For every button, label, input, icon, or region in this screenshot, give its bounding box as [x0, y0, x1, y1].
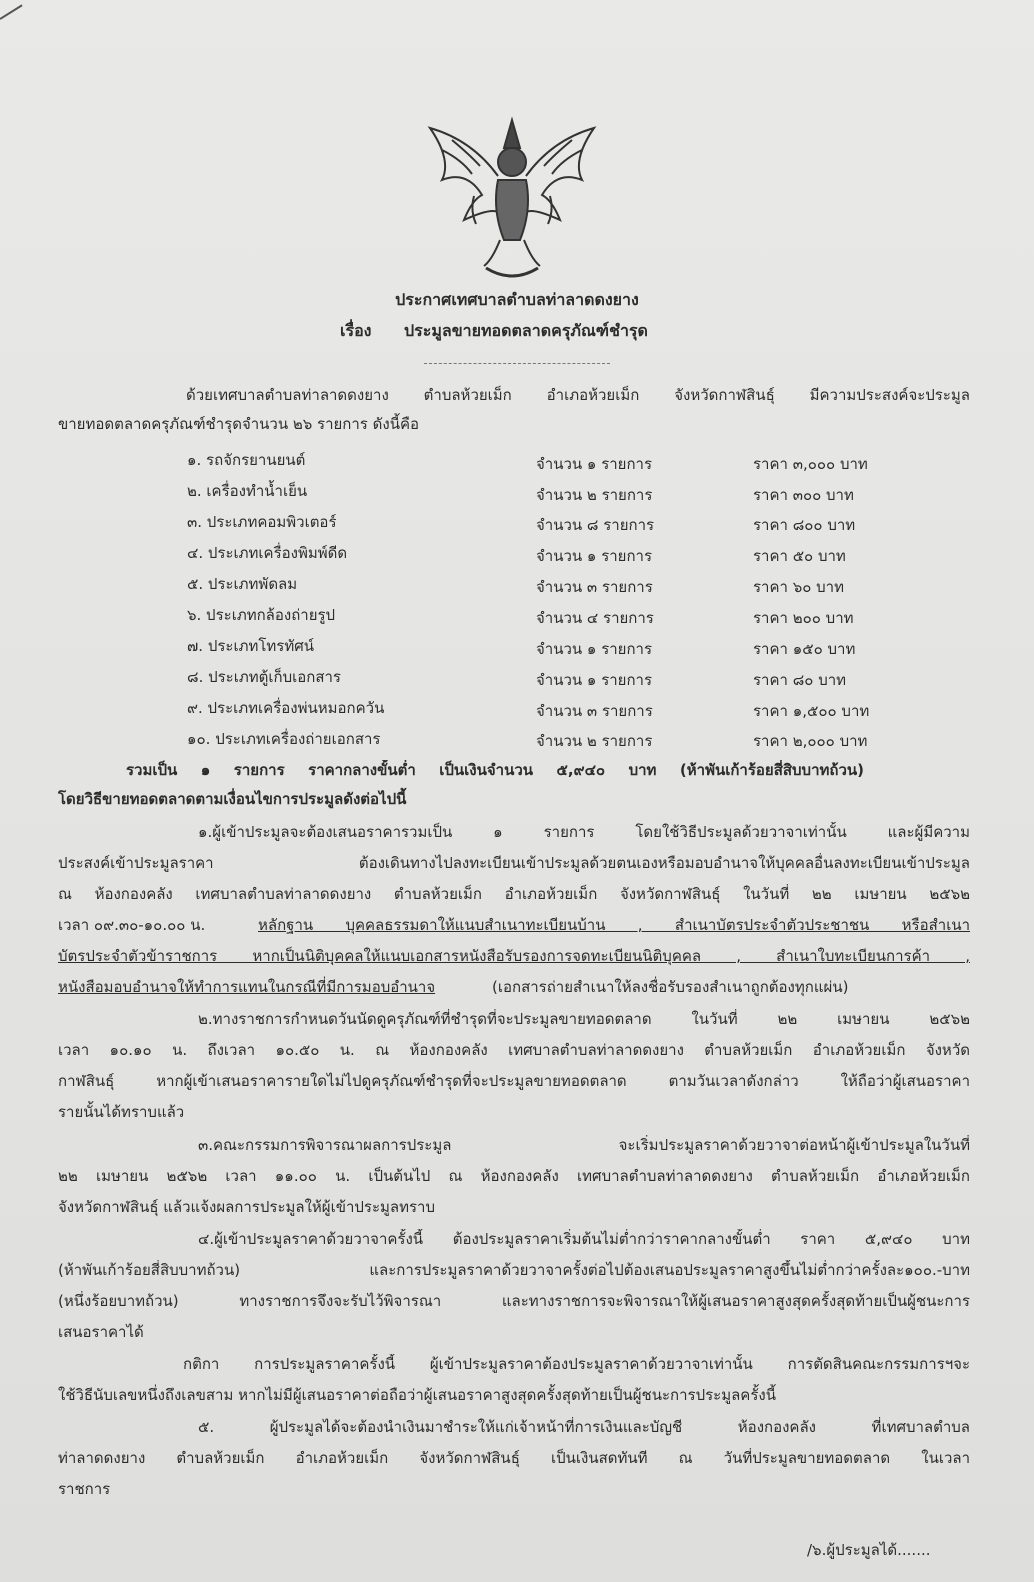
subject-text: ประมูลขายทอดตลาดครุภัณฑ์ชำรุด — [404, 321, 648, 340]
clause-line-underlined: บัตรประจำตัวข้าราชการ หากเป็นนิติบุคคลให้แนบเอกสารหนังสือรับรองการจดทะเบียนนิติบุคคล , สำเนาใบทะเบียนการค้า , — [58, 947, 970, 965]
clause-line: ๒๒ เมษายน ๒๕๖๒ เวลา ๑๑.๐๐ น. เป็นต้นไป ณ ห้องกองคลัง เทศบาลตำบลท่าลาดดงยาง ตำบลห้วยเม็ก อำเภอห้วยเม็ก — [58, 1167, 970, 1185]
item-price: ราคา ๖๐ บาท — [753, 578, 844, 596]
clause-line: ท่าลาดดงยาง ตำบลห้วยเม็ก อำเภอห้วยเม็ก จังหวัดกาฬสินธุ์ เป็นเงินสดทันที ณ วันที่ประมูลขายทอดตลาด ในเวลา — [58, 1449, 970, 1467]
rule-line: กติกา การประมูลราคาครั้งนี้ ผู้เข้าประมูลราคาต้องประมูลราคาด้วยวาจาเท่านั้น การตัดสินคณะกรรมการฯจะ — [183, 1355, 970, 1373]
item-price: ราคา ๓,๐๐๐ บาท — [753, 455, 868, 473]
item-quantity: จำนวน ๑ รายการ — [536, 547, 653, 565]
clause-line: ๕. ผู้ประมูลได้จะต้องนำเงินมาชำระให้แก่เจ้าหน้าที่การเงินและบัญชี ห้องกองคลัง ที่เทศบาลตำบล — [198, 1418, 970, 1436]
item-price: ราคา ๒,๐๐๐ บาท — [753, 732, 868, 750]
garuda-emblem-icon — [412, 100, 612, 286]
clause-line-underlined: หลักฐาน บุคคลธรรมดาให้แนบสำเนาทะเบียนบ้าน , สำเนาบัตรประจำตัวประชาชน หรือสำเนา — [258, 916, 970, 934]
subject-label: เรื่อง — [340, 321, 372, 340]
clause-line: ณ ห้องกองคลัง เทศบาลตำบลท่าลาดดงยาง ตำบลห้วยเม็ก อำเภอห้วยเม็ก จังหวัดกาฬสินธุ์ ในวันที่ ๒๒ เมษายน ๒๕๖๒ — [58, 885, 970, 903]
clause-line: เวลา ๑๐.๑๐ น. ถึงเวลา ๑๐.๕๐ น. ณ ห้องกองคลัง เทศบาลตำบลท่าลาดดงยาง ตำบลห้วยเม็ก อำเภอห้วยเม็ก จังหวัด — [58, 1041, 970, 1059]
page-title: ประกาศเทศบาลตำบลท่าลาดดงยาง — [395, 290, 639, 309]
item-name: ๕. ประเภทพัดลม — [187, 575, 298, 593]
clause-line: (หนึ่งร้อยบาทถ้วน) ทางราชการจึงจะรับไว้พิจารณา และทางราชการจะพิจารณาให้ผู้เสนอราคาสูงสุดครั้งสุดท้ายเป็นผู้ชนะการ — [58, 1292, 970, 1310]
item-price: ราคา ๘๐ บาท — [753, 671, 847, 689]
title-divider — [424, 363, 610, 364]
intro-line: ด้วยเทศบาลตำบลท่าลาดดงยาง ตำบลห้วยเม็ก อำเภอห้วยเม็ก จังหวัดกาฬสินธุ์ มีความประสงค์จะประมูล — [186, 386, 970, 404]
item-price: ราคา ๑,๕๐๐ บาท — [753, 702, 870, 720]
rule-line: ใช้วิธีนับเลขหนึ่งถึงเลขสาม หากไม่มีผู้เสนอราคาต่อถือว่าผู้เสนอราคาสูงสุดครั้งสุดท้ายเป็นผู้ชนะการประมูลครั้งนี้ — [58, 1386, 776, 1404]
pen-mark — [0, 4, 23, 19]
item-quantity: จำนวน ๒ รายการ — [536, 486, 653, 504]
item-name: ๘. ประเภทตู้เก็บเอกสาร — [187, 668, 341, 686]
clause-line: เสนอราคาได้ — [58, 1323, 144, 1341]
item-quantity: จำนวน ๑ รายการ — [536, 671, 653, 689]
clause-line: ๑.ผู้เข้าประมูลจะต้องเสนอราคารวมเป็น ๑ รายการ โดยใช้วิธีประมูลด้วยวาจาเท่านั้น และผู้มีความ — [198, 823, 970, 841]
item-quantity: จำนวน ๑ รายการ — [536, 640, 653, 658]
item-name: ๔. ประเภทเครื่องพิมพ์ดีด — [187, 544, 348, 562]
item-quantity: จำนวน ๒ รายการ — [536, 732, 653, 750]
item-price: ราคา ๕๐ บาท — [753, 547, 846, 565]
clause-line: ราชการ — [58, 1480, 111, 1498]
method-heading: โดยวิธีขายทอดตลาดตามเงื่อนไขการประมูลดังต่อไปนี้ — [58, 790, 407, 808]
clause-line: (เอกสารถ่ายสำเนาให้ลงชื่อรับรองสำเนาถูกต้องทุกแผ่น) — [492, 978, 849, 996]
clause-line: (ห้าพันเก้าร้อยสี่สิบบาทถ้วน) และการประมูลราคาด้วยวาจาครั้งต่อไปต้องเสนอประมูลราคาสูงขึ้นไม่ต่ำกว่าครั้งละ๑๐๐.-บาท — [58, 1261, 970, 1279]
item-price: ราคา ๒๐๐ บาท — [753, 609, 854, 627]
item-name: ๑. รถจักรยานยนต์ — [187, 451, 306, 469]
item-name: ๒. เครื่องทำน้ำเย็น — [187, 482, 308, 500]
intro-line: ขายทอดตลาดครุภัณฑ์ชำรุดจำนวน ๒๖ รายการ ดังนี้คือ — [58, 415, 419, 433]
item-name: ๙. ประเภทเครื่องพ่นหมอกควัน — [187, 699, 385, 717]
clause-line: ๔.ผู้เข้าประมูลราคาด้วยวาจาครั้งนี้ ต้องประมูลราคาเริ่มต้นไม่ต่ำกว่าราคากลางขั้นต่ำ ราคา ๕,๙๔๐ บาท — [198, 1230, 970, 1248]
item-quantity: จำนวน ๔ รายการ — [536, 609, 654, 627]
item-price: ราคา ๘๐๐ บาท — [753, 516, 856, 534]
item-quantity: จำนวน ๘ รายการ — [536, 516, 655, 534]
item-name: ๑๐. ประเภทเครื่องถ่ายเอกสาร — [187, 730, 381, 748]
item-name: ๖. ประเภทกล้องถ่ายรูป — [187, 606, 336, 624]
clause-line-underlined: หนังสือมอบอำนาจให้ทำการแทนในกรณีที่มีการมอบอำนาจ — [58, 978, 436, 996]
item-price: ราคา ๑๕๐ บาท — [753, 640, 856, 658]
continued-note: /๖.ผู้ประมูลได้....... — [807, 1541, 931, 1559]
total-summary: รวมเป็น ๑ รายการ ราคากลางขั้นต่ำ เป็นเงินจำนวน ๕,๙๔๐ บาท (ห้าพันเก้าร้อยสี่สิบบาทถ้วน) — [126, 761, 864, 779]
item-quantity: จำนวน ๓ รายการ — [536, 702, 653, 720]
clause-line: ประสงค์เข้าประมูลราคา ต้องเดินทางไปลงทะเบียนเข้าประมูลด้วยตนเองหรือมอบอำนาจให้บุคคลอื่นลงทะเบียนเข้าประมูล — [58, 854, 970, 872]
clause-line: รายนั้นได้ทราบแล้ว — [58, 1103, 185, 1121]
item-price: ราคา ๓๐๐ บาท — [753, 486, 854, 504]
clause-line: ๒.ทางราชการกำหนดวันนัดดูครุภัณฑ์ที่ชำรุดที่จะประมูลขายทอดตลาด ในวันที่ ๒๒ เมษายน ๒๕๖๒ — [198, 1010, 970, 1028]
item-name: ๓. ประเภทคอมพิวเตอร์ — [187, 513, 337, 531]
item-quantity: จำนวน ๑ รายการ — [536, 455, 653, 473]
clause-line: เวลา ๐๙.๓๐-๑๐.๐๐ น. — [58, 916, 206, 934]
item-name: ๗. ประเภทโทรทัศน์ — [187, 637, 315, 655]
clause-line: จังหวัดกาฬสินธุ์ แล้วแจ้งผลการประมูลให้ผู้เข้าประมูลทราบ — [58, 1198, 435, 1216]
clause-line: กาฬสินธุ์ หากผู้เข้าเสนอราคารายใดไม่ไปดูครุภัณฑ์ชำรุดที่จะประมูลขายทอดตลาด ตามวันเวลาดังกล่าว ให้ถือว่าผู้เสนอราคา — [58, 1072, 970, 1090]
clause-line: ๓.คณะกรรมการพิจารณาผลการประมูล จะเริ่มประมูลราคาด้วยวาจาต่อหน้าผู้เข้าประมูลในวันที่ — [198, 1136, 970, 1154]
item-quantity: จำนวน ๓ รายการ — [536, 578, 653, 596]
